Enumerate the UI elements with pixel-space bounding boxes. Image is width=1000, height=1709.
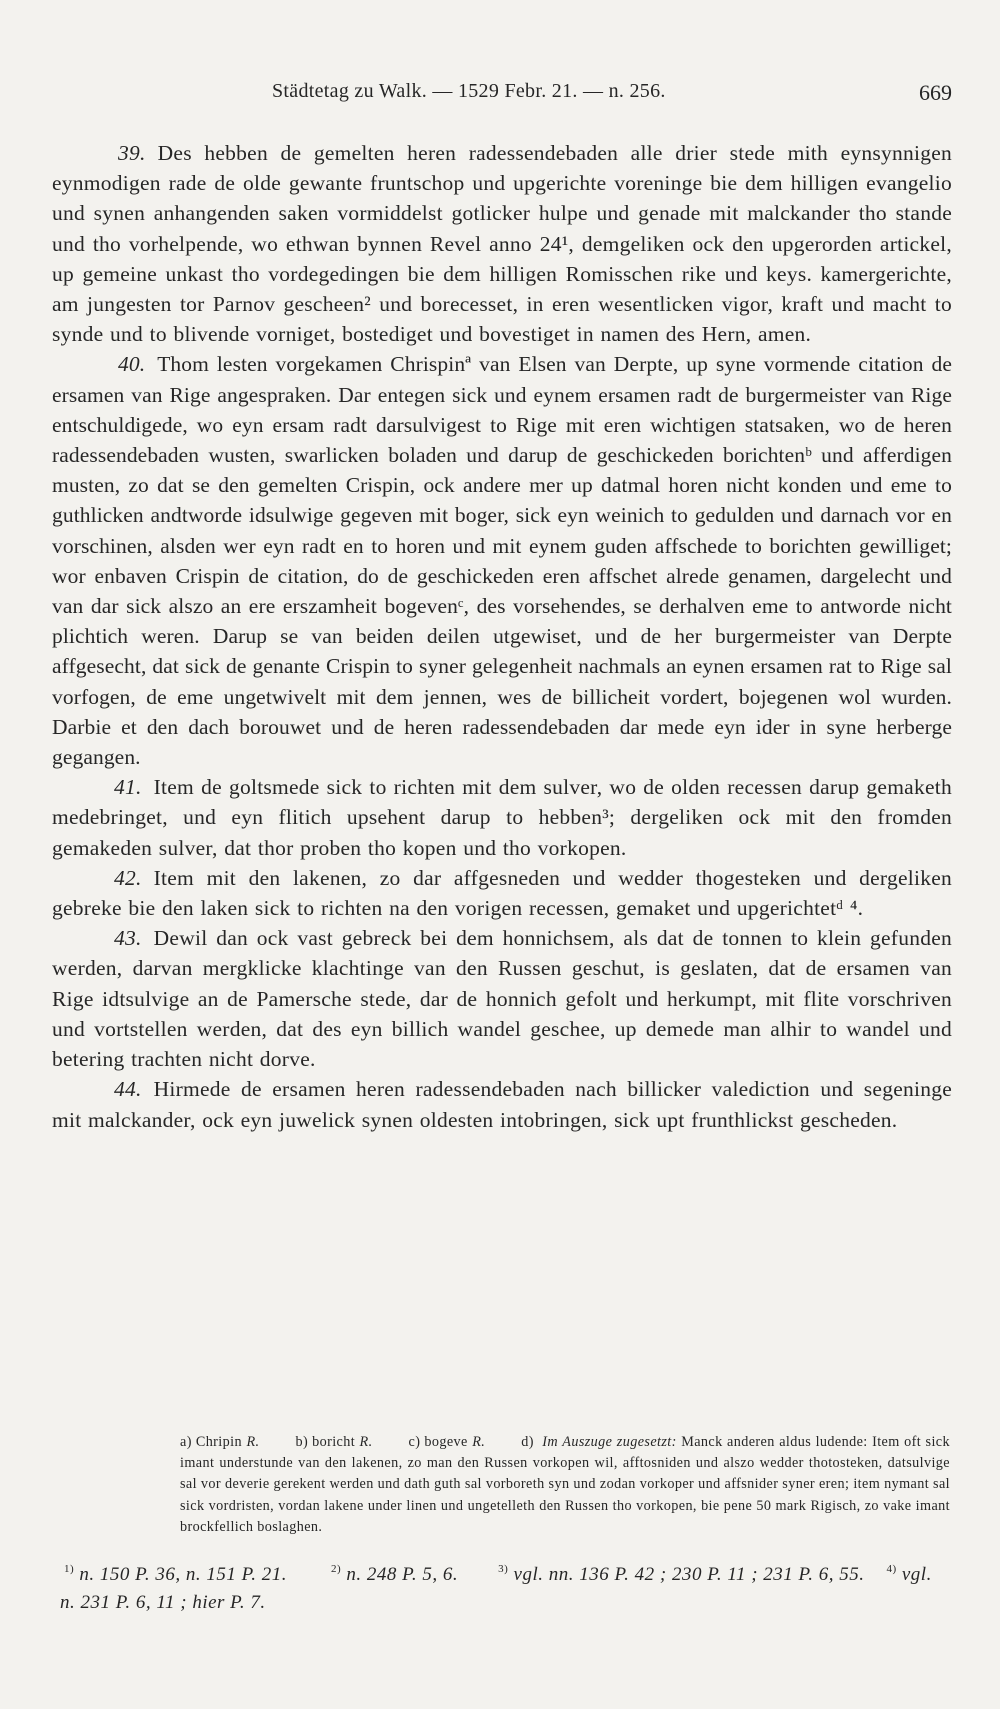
note-b: b) boricht R. <box>295 1434 373 1450</box>
section-41 <box>52 772 952 863</box>
section-text: Des hebben de gemelten heren radessendebaden alle drier stede mith eynsynnigen eynmodigen rade de olde gewante fruntschop und upgerichte voreninge bie dem hilligen evangelio und synen anhangenden saken vormiddelst gotlicker hulpe und genade mit malckander tho stande und tho vorhelpende, wo ethwan bynnen Revel anno 24¹, demgeliken ock den upgerorden artickel, up gemeine unkast tho vordegedingen bie dem hilligen Romisschen rike und keys. kamergerichte, am jungesten tor Parnov gescheen² und borecesset, in eren wesentlicken vigor, kraft und macht to synde und to blivende vorniget, bostediget und bovestiget in namen des Hern, amen. <box>52 141 952 347</box>
section-text: Item mit den lakenen, zo dar affgesneden und wedder thogesteken und dergeliken gebreke bie den laken sick to richten na den vorigen recessen, gemaket und upgerichtetᵈ ⁴. <box>52 865 952 921</box>
footnotes <box>60 1561 950 1617</box>
page-header <box>272 80 952 108</box>
footnote-4: $^{4)}$ vgl. n. 231 P. 6, 11 ; hier P. 7. <box>60 1563 932 1613</box>
page-number: 669 <box>919 80 952 105</box>
section-text: Dewil dan ock vast gebreck bei dem honnichsem, als dat de tonnen to klein gefunden werden, darvan mergklicke klachtinge van den Russen geschut, is geslaten, dat de ersamen van Rige idtsulvige an de Pamersche stede, dar de honnich gefolt und herkumpt, mit flite vorschriven und vortstellen werden, dat des eyn billich wandel geschee, up demede man alhir to wandel und betering trachten nicht dorve. <box>52 926 952 1072</box>
section-42 <box>52 863 952 923</box>
footnote-2: $^{2)}$ n. 248 P. 5, 6. <box>331 1563 459 1585</box>
section-number: 44. <box>114 1077 142 1102</box>
running-title: Städtetag zu Walk. — 1529 Febr. 21. — n. 256. <box>272 80 666 102</box>
variant-notes <box>180 1432 950 1538</box>
section-number: 41. <box>114 775 142 800</box>
section-number: 43. <box>114 926 142 951</box>
section-number: 42. <box>114 865 142 890</box>
section-text: Thom lesten vorgekamen Chrispinª van Elsen van Derpte, up syne vormende citation de ersamen van Rige angespraken. Dar entegen sick und eynem ersamen radt de burgermeister van Rige entschuldigede, wo eyn ersam radt darsulvigest to Rige mit eren wichtigen statsaken, wo de heren radessendebaden wusten, swarlicken boladen und darup de geschickeden borichtenᵇ und afferdigen musten, zo dat se den gemelten Crispin, ock andere mer up datmal horen nicht konden und eme to guthlicken andtworde idsulwige gegeven mit boger, sick eyn weinich to gedulden und darnach vor en vorschinen, alsden wer eyn radt en to horen und mit eynem guden affschede to borichten gewilliget; wor enbaven Crispin de citation, do de geschickeden eren affschet alrede genamen, dargelecht und van dar sick alszo an ere erszamheit bogevenᶜ, des vorsehendes, se derhalven eme to antworde nicht plichtich weren. Darup se van beiden deilen utgewiset, und de her burgermeister van Derpte affgesecht, dat sick de genante Crispin to syner gelegenheit nachmals an eynen ersamen rat to Rige sal vorfogen, de eme ungetwivelt mit dem jennen, wes de billicheit vordert, bojegenen wol wurden. Darbie et den dach borouwet und de heren radessendebaden dar mede eyn ider in syne herberge gegangen. <box>52 352 952 770</box>
section-number: 39. <box>118 141 146 165</box>
note-c: c) bogeve R. <box>408 1434 486 1450</box>
section-text: Hirmede de ersamen heren radessendebaden nach billicker valediction und segeninge mit malckander, ock eyn juwelick synen oldesten intobringen, sick upt frunthlickst gescheden. <box>52 1077 952 1132</box>
footnote-block <box>60 1561 950 1617</box>
section-44 <box>52 1074 952 1134</box>
main-text <box>52 138 952 1135</box>
footnote-3: $^{3)}$ vgl. nn. 136 P. 42 ; 230 P. 11 ; 231 P. 6, 55. <box>498 1563 865 1585</box>
section-43 <box>52 923 952 1074</box>
footnote-1: $^{1)}$ n. 150 P. 36, n. 151 P. 21. <box>64 1563 287 1585</box>
note-d: d) Im Auszuge zugesetzt: Manck anderen aldus ludende: Item oft sick imant understunde van den lakenen, zo man den Russen vorkopen wil, afftosniden und alszo wedder thotosteken, datsulvige sal vor deverie gerekent werden und dath guth sal vorboreth syn und zodan vorkoper und affsnider syner eren; item nymant sal sick vordristen, vordan lakene under linen und ungetelleth den Russen tho vorkopen, bie pene 50 mark Rigisch, zo vake imant brockfellich boslaghen. <box>180 1434 950 1535</box>
section-39 <box>52 138 952 349</box>
note-a: a) Chripin R. <box>180 1434 260 1450</box>
section-40 <box>52 349 952 772</box>
section-number: 40. <box>118 352 146 377</box>
section-text: Item de goltsmede sick to richten mit dem sulver, wo de olden recessen darup gemaketh medebringet, und eyn flitich upsehent darup to hebben³; dergeliken ock mit den fromden gemakeden sulver, dat thor proben tho kopen und tho vorkopen. <box>52 775 952 860</box>
variant-note-block <box>180 1432 950 1538</box>
